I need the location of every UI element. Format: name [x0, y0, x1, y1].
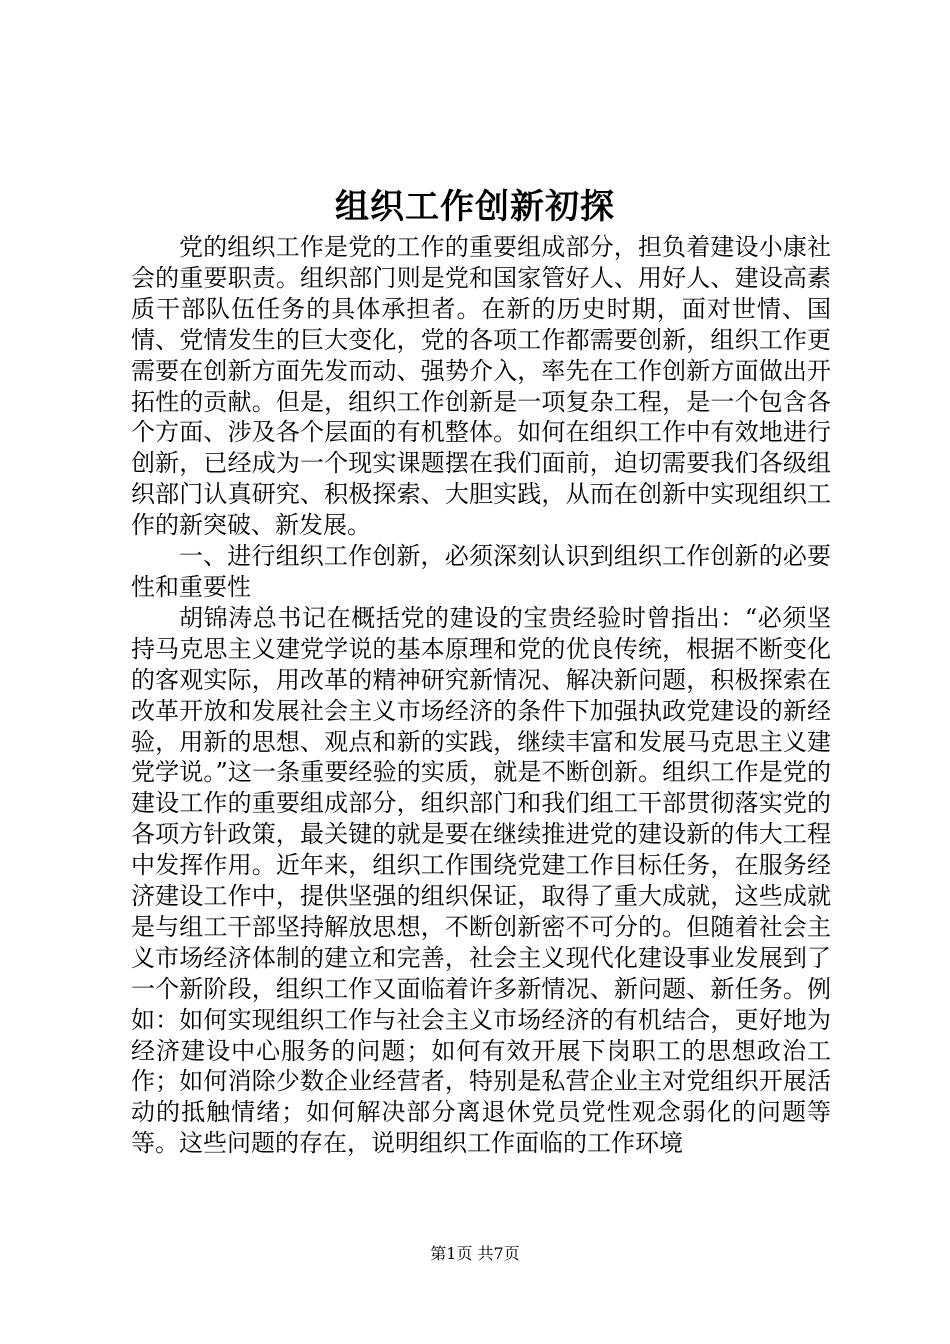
paragraph-section-1: 胡锦涛总书记在概括党的建设的宝贵经验时曾指出：“必须坚持马克思主义建党学说的基本原理和党的优良传统，根据不断变化的客观实际，用改革的精神研究新情况、解决新问题，积极探索在改革开放和发展社会主义市场经济的条件下加强执政党建设的新经验，用新的思想、观点和新的实践，继续丰富和发展马克思主义建党学说。”这一条重要经验的实质，就是不断创新。组织工作是党的建设工作的重要组成部分，组织部门和我们组工干部贯彻落实党的各项方针政策，最关键的就是要在继续推进党的建设新的伟大工程中发挥作用。近年来，组织工作围绕党建工作目标任务，在服务经济建设工作中，提供坚强的组织保证，取得了重大成就，这些成就是与组工干部坚持解放思想，不断创新密不可分的。但随着社会主义市场经济体制的建立和完善，社会主义现代化建设事业发展到了一个新阶段，组织工作又面临着许多新情况、新问题、新任务。例如：如何实现组织工作与社会主义市场经济的有机结合，更好地为经济建设中心服务的问题；如何有效开展下岗职工的思想政治工作；如何消除少数企业经营者，特别是私营企业主对党组织开展活动的抵触情绪；如何解决部分离退休党员党性观念弱化的问题等等。这些问题的存在，说明组织工作面临的工作环境 [131, 603, 831, 1158]
page-footer: 第1页 共7页 [430, 1244, 520, 1263]
document-body [131, 232, 831, 1159]
document-title: 组织工作创新初探 [335, 187, 615, 227]
paragraph-intro: 党的组织工作是党的工作的重要组成部分，担负着建设小康社会的重要职责。组织部门则是党和国家管好人、用好人、建设高素质干部队伍任务的具体承担者。在新的历史时期，面对世情、国情、党情发生的巨大变化，党的各项工作都需要创新，组织工作更需要在创新方面先发而动、强势介入，率先在工作创新方面做出开拓性的贡献。但是，组织工作创新是一项复杂工程，是一个包含各个方面、涉及各个层面的有机整体。如何在组织工作中有效地进行创新，已经成为一个现实课题摆在我们面前，迫切需要我们各级组织部门认真研究、积极探索、大胆实践，从而在创新中实现组织工作的新突破、新发展。 [131, 233, 831, 540]
section-heading-1: 一、进行组织工作创新，必须深刻认识到组织工作创新的必要性和重要性 [131, 542, 831, 601]
